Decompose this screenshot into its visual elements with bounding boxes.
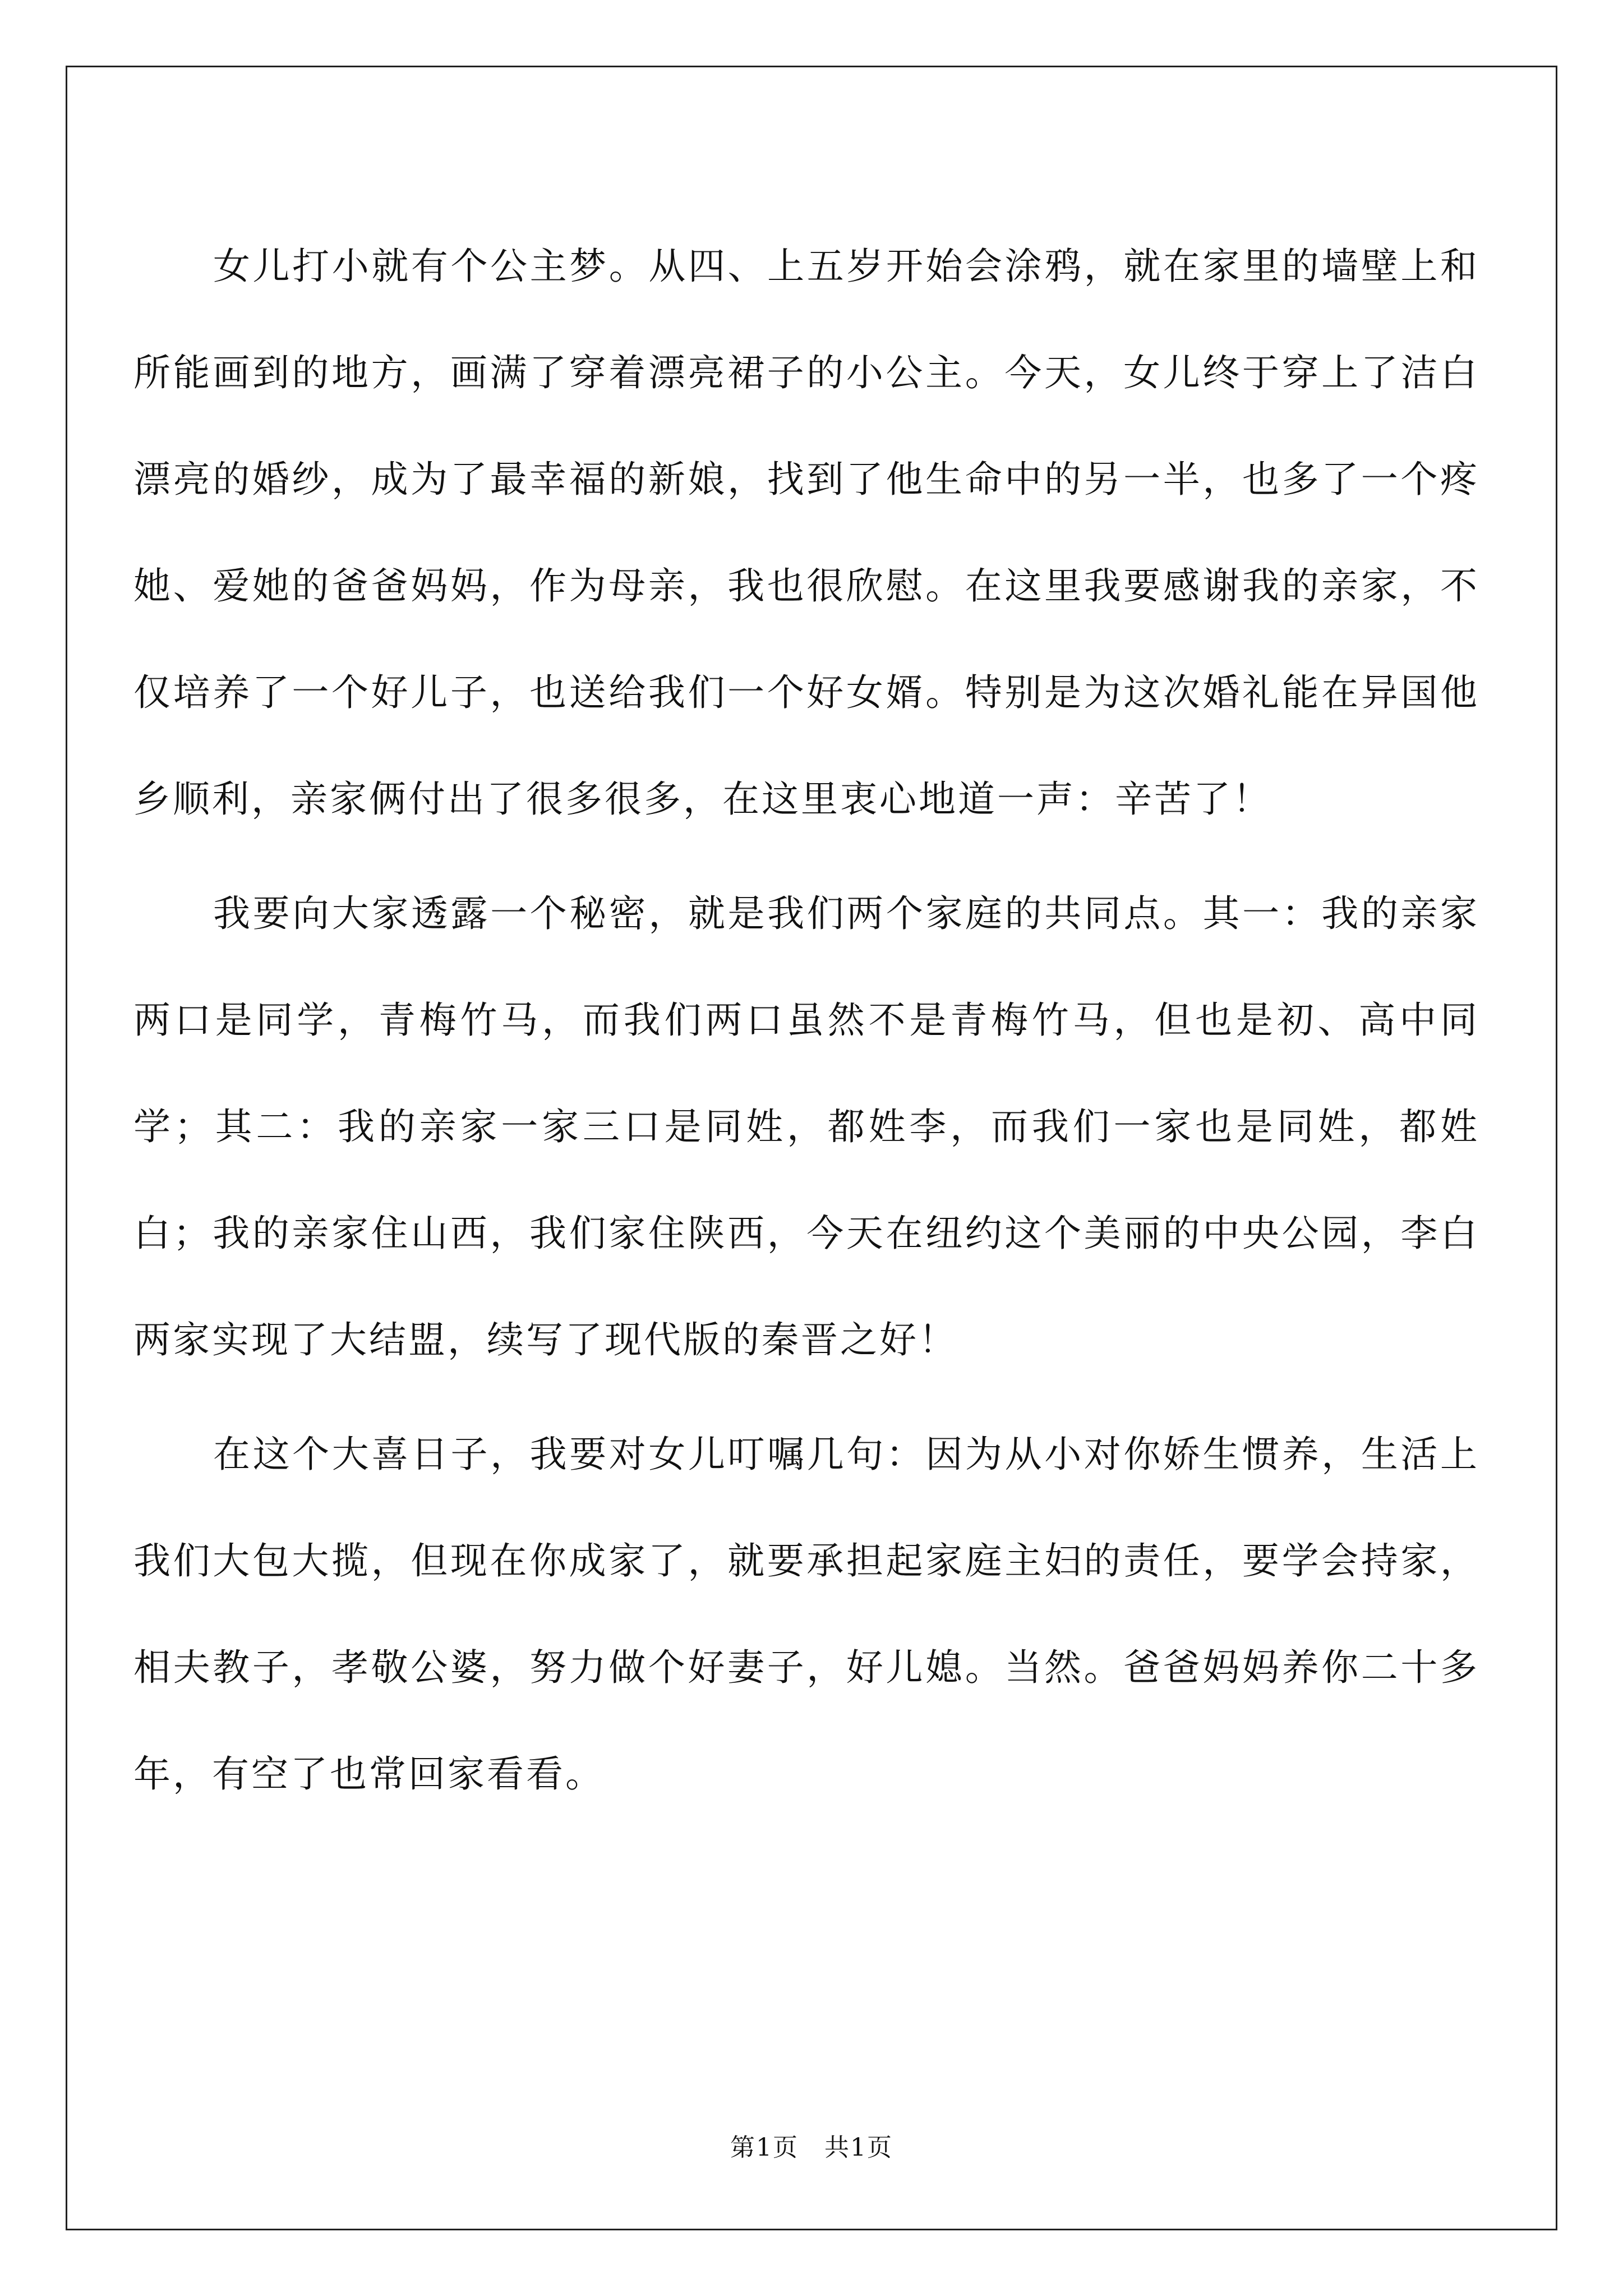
paragraph-2: 我要向大家透露一个秘密，就是我们两个家庭的共同点。其一：我的亲家两口是同学，青梅竹马，而我们两口虽然不是青梅竹马，但也是初、高中同学；其二：我的亲家一家三口是同姓，都姓李，而我们一家也是同姓，都姓白；我的亲家住山西，我们家住陕西，今天在纽约这个美丽的中央公园，李白两家实现了大结盟，续写了现代版的秦晋之好！ <box>133 892 1479 1361</box>
paragraph-3: 在这个大喜日子，我要对女儿叮嘱几句：因为从小对你娇生惯养，生活上我们大包大揽，但现在你成家了，就要承担起家庭主妇的责任，要学会持家，相夫教子，孝敬公婆，努力做个好妻子，好儿媳。当然。爸爸妈妈养你二十多年，有空了也常回家看看。 <box>133 1433 1479 1796</box>
paragraph-1: 女儿打小就有个公主梦。从四、上五岁开始会涂鸦，就在家里的墙壁上和所能画到的地方，画满了穿着漂亮裙子的小公主。今天，女儿终于穿上了洁白漂亮的婚纱，成为了最幸福的新娘，找到了他生命中的另一半，也多了一个疼她、爱她的爸爸妈妈，作为母亲，我也很欣慰。在这里我要感谢我的亲家，不仅培养了一个好儿子，也送给我们一个好女婿。特别是为这次婚礼能在异国他乡顺利，亲家俩付出了很多很多，在这里衷心地道一声：辛苦了！ <box>133 245 1479 821</box>
page-number-footer: 第1页 共1页 <box>730 2133 893 2162</box>
document-body <box>133 213 1479 1835</box>
